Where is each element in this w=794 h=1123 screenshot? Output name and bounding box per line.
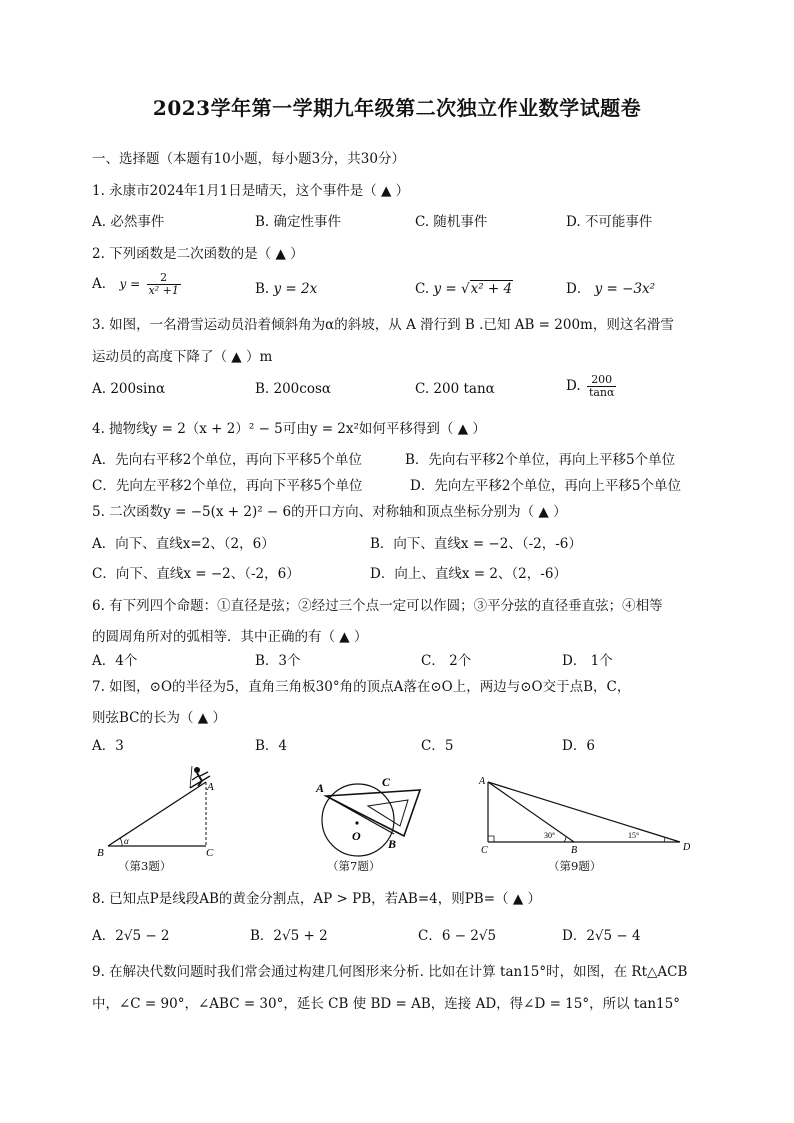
q7-option-b: B．4 xyxy=(255,738,288,754)
q4-option-a: A．先向右平移2个单位，再向下平移5个单位 xyxy=(92,452,362,468)
figure-7-circle xyxy=(310,768,440,860)
q7-stem-line1: 7. 如图，⊙O的半径为5，直角三角板30°角的顶点A落在⊙O上，两边与⊙O交于点B，C， xyxy=(92,679,631,695)
q8-option-b: B．2√5 + 2 xyxy=(250,928,328,944)
q8-stem: 8. 已知点P是线段AB的黄金分割点，AP > PB，若AB=4，则PB=（ ▲ ） xyxy=(92,891,542,907)
q7-option-c: C．5 xyxy=(421,738,454,754)
q4-option-c: C．先向左平移2个单位，再向下平移5个单位 xyxy=(92,478,363,494)
q3-option-b: B. 200cosα xyxy=(255,381,332,397)
set-square-outer xyxy=(326,790,420,836)
figure-3-caption: （第3题） xyxy=(118,859,172,873)
fig9-angle-30: 30° xyxy=(544,831,556,840)
q3-option-a: A. 200sinα xyxy=(92,381,166,397)
set-square-inner xyxy=(368,800,408,826)
q2-c-lhs: y = xyxy=(433,281,461,297)
q6-stem-line1: 6. 有下列四个命题：①直径是弦；②经过三个点一定可以作圆；③平分弦的直径垂直弦；④相等 xyxy=(92,598,663,614)
q2-option-d xyxy=(566,280,655,298)
q2-d-expr: y = −3x² xyxy=(594,281,656,297)
fig7-label-b: B xyxy=(388,837,397,851)
q7-stem-line2: 则弦BC的长为（ ▲ ） xyxy=(92,710,226,726)
fig3-label-alpha: α xyxy=(124,836,129,846)
q2-a-fraction xyxy=(147,272,181,297)
q4-stem: 4. 抛物线y = 2（x + 2）² − 5可由y = 2x²如何平移得到（ ▲ ） xyxy=(92,421,486,437)
q4-option-d: D．先向左平移2个单位，再向上平移5个单位 xyxy=(410,478,682,494)
q6-stem-line2: 的圆周角所对的弧相等．其中正确的有（ ▲ ） xyxy=(92,629,368,645)
q7-option-a: A．3 xyxy=(92,738,124,754)
q2-option-b xyxy=(255,280,317,298)
q3-d-numerator: 200 xyxy=(587,374,617,387)
q1-stem: 1. 永康市2024年1月1日是晴天，这个事件是（ ▲ ） xyxy=(92,183,410,199)
q2-option-a xyxy=(92,272,183,297)
q5-option-c: C．向下、直线x = −2、（-2，6） xyxy=(92,566,300,582)
fig7-label-c: C xyxy=(382,775,391,789)
figure-9-triangle xyxy=(474,772,696,856)
q5-stem: 5. 二次函数y = −5(x + 2)² − 6的开口方向、对称轴和顶点坐标分别为（ ▲ ） xyxy=(92,504,567,520)
q7-option-d: D．6 xyxy=(562,738,595,754)
q1-option-a: A. 必然事件 xyxy=(92,214,165,230)
page-title: 2023学年第一学期九年级第二次独立作业数学试题卷 xyxy=(152,96,642,120)
section-heading: 一、选择题（本题有10小题，每小题3分，共30分） xyxy=(92,151,405,167)
q3-stem-line1: 3. 如图，一名滑雪运动员沿着倾斜角为α的斜坡，从 A 滑行到 B .已知 AB = 200m，则这名滑雪 xyxy=(92,317,674,333)
fig9-label-c: C xyxy=(481,845,488,856)
q3-d-fraction xyxy=(587,374,617,399)
q5-option-d: D．向上、直线x = 2、（2，-6） xyxy=(370,566,567,582)
q6-option-d: D． 1个 xyxy=(562,653,613,669)
q8-option-d: D．2√5 − 4 xyxy=(562,928,641,944)
fig7-label-a: A xyxy=(316,781,325,795)
q2-stem: 2. 下列函数是二次函数的是（ ▲ ） xyxy=(92,246,304,262)
q2-a-lhs: y = xyxy=(119,277,141,291)
fig9-angle-15: 15° xyxy=(628,831,640,840)
q6-option-a: A．4个 xyxy=(92,653,138,669)
figure-3-slope xyxy=(94,762,224,858)
q3-d-denominator: tanα xyxy=(588,386,615,399)
q9-line2: 中，∠C = 90°，∠ABC = 30°，延长 CB 使 BD = AB，连接 AD，得∠D = 15°，所以 tan15° xyxy=(92,996,680,1012)
q3-stem-line2: 运动员的高度下降了（ ▲ ）m xyxy=(92,349,273,365)
q2-option-c xyxy=(415,280,513,298)
q3-option-d xyxy=(566,374,618,399)
q3-d-label: D. xyxy=(566,378,581,394)
q1-option-d: D. 不可能事件 xyxy=(566,214,653,230)
side-ab xyxy=(488,782,574,842)
q6-option-c: C． 2个 xyxy=(421,653,472,669)
fig7-label-o: O xyxy=(352,829,361,843)
q2-b-label: B. xyxy=(255,281,270,297)
q2-a-denominator: x² +1 xyxy=(148,284,179,297)
q1-option-c: C. 随机事件 xyxy=(415,214,488,230)
q8-option-a: A．2√5 − 2 xyxy=(92,928,170,944)
q2-d-label: D． xyxy=(566,281,591,297)
q2-a-numerator: 2 xyxy=(147,272,181,285)
angle-30-arc xyxy=(564,836,566,842)
fig3-label-a: A xyxy=(207,781,214,793)
angle-arc xyxy=(120,838,122,846)
q2-b-expr: y = 2x xyxy=(273,281,318,297)
right-angle-mark xyxy=(488,836,494,842)
q8-option-c: C．6 − 2√5 xyxy=(418,928,497,944)
figure-7-caption: （第7题） xyxy=(327,859,381,873)
sqrt-icon: √ xyxy=(460,281,470,297)
q3-option-c: C. 200 tanα xyxy=(415,381,495,397)
q2-c-radicand: x² + 4 xyxy=(470,281,513,297)
q4-option-b: B．先向右平移2个单位，再向上平移5个单位 xyxy=(405,452,676,468)
center-dot xyxy=(355,821,358,824)
q2-a-label: A． xyxy=(92,276,116,292)
slope-line xyxy=(108,782,206,846)
q5-option-a: A．向下、直线x=2、（2，6） xyxy=(92,536,275,552)
figure-9-caption: （第9题） xyxy=(548,859,602,873)
fig3-label-c: C xyxy=(206,847,214,858)
side-ad xyxy=(488,782,680,842)
q9-line1: 9. 在解决代数问题时我们常会通过构建几何图形来分析. 比如在计算 tan15°时，如图，在 Rt△ACB xyxy=(92,964,688,980)
q6-option-b: B．3个 xyxy=(255,653,301,669)
fig9-label-a: A xyxy=(479,776,486,787)
q5-option-b: B．向下、直线x = −2、（-2，-6） xyxy=(370,536,582,552)
fig3-label-b: B xyxy=(97,847,104,858)
fig9-label-b: B xyxy=(571,845,578,856)
q1-option-b: B. 确定性事件 xyxy=(255,214,342,230)
fig9-label-d: D xyxy=(683,842,691,853)
q2-c-label: C. xyxy=(415,281,430,297)
